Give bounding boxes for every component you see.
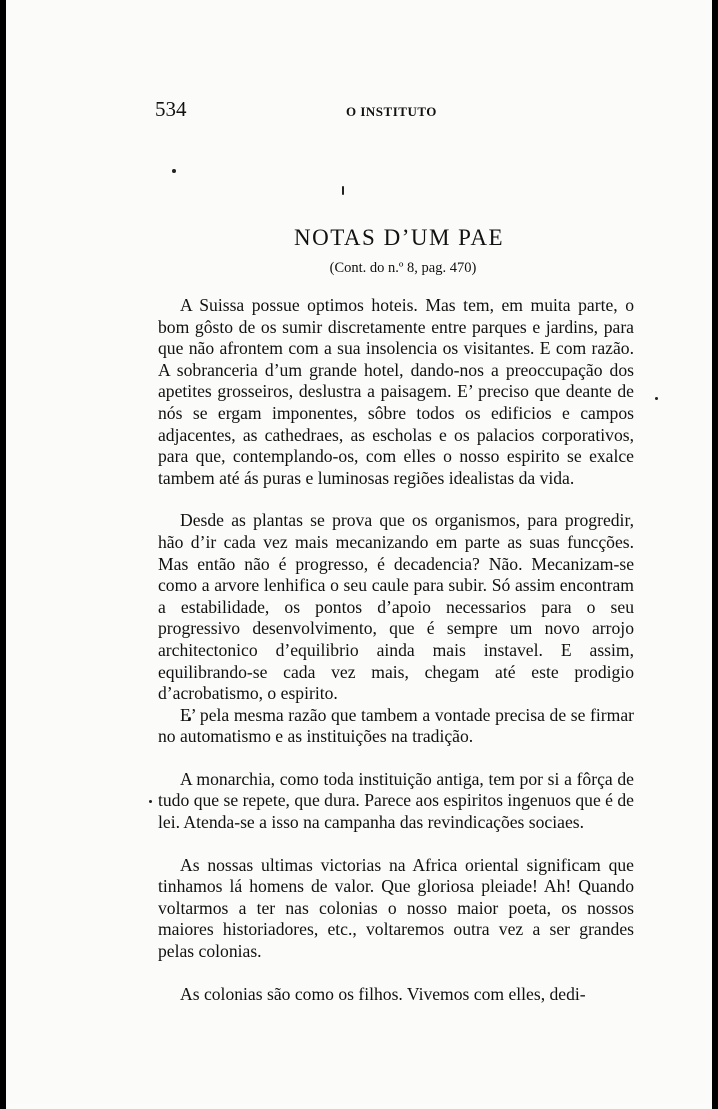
paragraph-3: E’ pela mesma razão que tambem a vontade precisa de se firmar no automatismo e as instituições na tradição.	[158, 704, 634, 747]
paragraph-5: As nossas ultimas victorias na Africa oriental significam que tinhamos lá homens de valor. Que gloriosa pleiade! Ah! Quando voltarmos a ter nas colonias o nosso maior poeta, os nossos maiores historiadores, etc., voltaremos outra vez a ser grandes pelas colonias.	[158, 854, 634, 962]
paragraph-4: A monarchia, como toda instituição antiga, tem por si a fôrça de tudo que se repete, que dura. Parece aos espiritos ingenuos que é de lei. Atenda-se a isso na campanha das revindicações sociaes.	[158, 768, 634, 833]
article-title: NOTAS D’UM PAE	[294, 225, 504, 250]
paragraph-6: As colonias são como os filhos. Vivemos com elles, dedi-	[180, 983, 586, 1004]
page-number: 534	[155, 97, 187, 121]
running-head: O INSTITUTO	[346, 104, 437, 119]
article	[158, 225, 634, 1005]
scan-border-right	[712, 0, 718, 1109]
ink-speck	[655, 397, 658, 400]
scan-border-left	[0, 0, 6, 1109]
ink-speck	[342, 186, 344, 195]
article-subtitle: (Cont. do n.º 8, pag. 470)	[329, 260, 477, 276]
paragraph-1: A Suissa possue optimos hoteis. Mas tem, em muita parte, o bom gôsto de os sumir discretamente entre parques e jardins, para que não afrontem com a sua insolencia os visitantes. E com razão. A sobranceria d’um grande hotel, dando-nos a preoccupação dos apetites grosseiros, deslustra a paisagem. E’ preciso que deante de nós se ergam imponentes, sôbre todos os edificios e campos adjacentes, as cathedraes, as escholas e os palacios corporativos, para que, contemplando-os, com elles o nosso espirito se exalce tambem até ás puras e luminosas regiões idealistas da vida.	[158, 295, 634, 488]
page-header	[6, 97, 712, 125]
ink-speck	[172, 169, 176, 173]
paragraph-2: Desde as plantas se prova que os organismos, para progredir, hão d’ir cada vez mais mecanizando em parte as suas funcções. Mas então não é progresso, é decadencia? Não. Mecanizam-se como a arvore lenhifica o seu caule para subir. Só assim encontram a estabilidade, os pontos d’apoio necessarios para o seu progressivo desenvolvimento, que é sempre um novo arrojo architectonico d’equilibrio ainda mais instavel. E assim, equilibrando-se cada vez mais, chegam até este prodigio d’acrobatismo, o espirito.	[158, 510, 634, 704]
ink-speck	[149, 800, 152, 803]
scanned-page	[6, 0, 712, 1109]
